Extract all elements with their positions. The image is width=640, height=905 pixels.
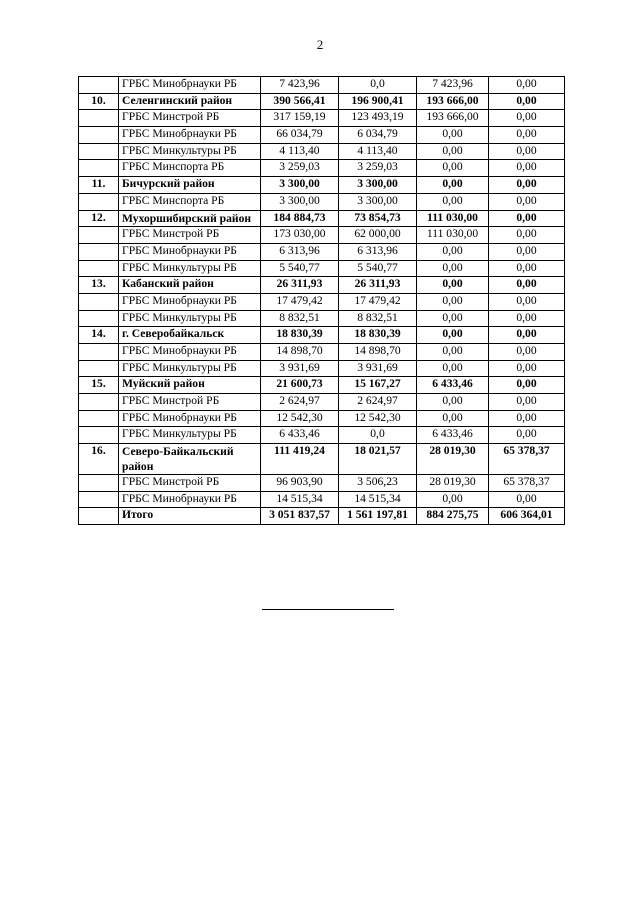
year3-cell: 0,00 bbox=[489, 327, 565, 344]
table-row bbox=[79, 127, 565, 144]
row-name-cell: Селенгинский район bbox=[119, 93, 261, 110]
table-row bbox=[79, 394, 565, 411]
year3-cell: 0,00 bbox=[489, 491, 565, 508]
year1-cell: 0,0 bbox=[339, 427, 417, 444]
budget-table-body bbox=[79, 77, 565, 525]
year1-cell: 18 021,57 bbox=[339, 444, 417, 475]
row-name-cell: Бичурский район bbox=[119, 177, 261, 194]
total-cell: 6 313,96 bbox=[261, 243, 339, 260]
total-cell: 317 159,19 bbox=[261, 110, 339, 127]
year3-cell: 0,00 bbox=[489, 227, 565, 244]
year2-cell: 0,00 bbox=[417, 410, 489, 427]
table-row bbox=[79, 110, 565, 127]
year2-cell: 0,00 bbox=[417, 277, 489, 294]
total-cell: 2 624,97 bbox=[261, 394, 339, 411]
row-number-cell: 16. bbox=[79, 444, 119, 475]
year1-cell: 6 313,96 bbox=[339, 243, 417, 260]
row-name-cell: ГРБС Минкультуры РБ bbox=[119, 143, 261, 160]
table-row bbox=[79, 277, 565, 294]
table-row bbox=[79, 360, 565, 377]
row-number-cell bbox=[79, 474, 119, 491]
year1-cell: 6 034,79 bbox=[339, 127, 417, 144]
year2-cell: 193 666,00 bbox=[417, 93, 489, 110]
year2-cell: 7 423,96 bbox=[417, 77, 489, 94]
year3-cell: 0,00 bbox=[489, 177, 565, 194]
year3-cell: 65 378,37 bbox=[489, 444, 565, 475]
total-cell: 17 479,42 bbox=[261, 293, 339, 310]
row-number-cell bbox=[79, 127, 119, 144]
row-name-cell: Северо-Байкальский район bbox=[119, 444, 261, 475]
year1-cell: 3 300,00 bbox=[339, 177, 417, 194]
year1-cell: 2 624,97 bbox=[339, 394, 417, 411]
total-cell: 18 830,39 bbox=[261, 327, 339, 344]
row-name-cell: ГРБС Минобрнауки РБ bbox=[119, 293, 261, 310]
table-row bbox=[79, 344, 565, 361]
year1-cell: 73 854,73 bbox=[339, 210, 417, 227]
total-cell: 66 034,79 bbox=[261, 127, 339, 144]
year2-cell: 0,00 bbox=[417, 344, 489, 361]
year2-cell: 111 030,00 bbox=[417, 210, 489, 227]
table-row bbox=[79, 77, 565, 94]
row-name-cell: ГРБС Минобрнауки РБ bbox=[119, 77, 261, 94]
year1-cell: 15 167,27 bbox=[339, 377, 417, 394]
year1-cell: 14 515,34 bbox=[339, 491, 417, 508]
table-row bbox=[79, 410, 565, 427]
total-cell: 4 113,40 bbox=[261, 143, 339, 160]
year2-cell: 884 275,75 bbox=[417, 508, 489, 525]
year3-cell: 0,00 bbox=[489, 243, 565, 260]
year3-cell: 0,00 bbox=[489, 277, 565, 294]
row-number-cell bbox=[79, 360, 119, 377]
year1-cell: 12 542,30 bbox=[339, 410, 417, 427]
table-row bbox=[79, 227, 565, 244]
row-number-cell bbox=[79, 344, 119, 361]
year3-cell: 0,00 bbox=[489, 143, 565, 160]
total-cell: 390 566,41 bbox=[261, 93, 339, 110]
row-name-cell: ГРБС Минстрой РБ bbox=[119, 474, 261, 491]
table-row bbox=[79, 93, 565, 110]
row-name-cell: г. Северобайкальск bbox=[119, 327, 261, 344]
year3-cell: 0,00 bbox=[489, 394, 565, 411]
year2-cell: 0,00 bbox=[417, 394, 489, 411]
year2-cell: 28 019,30 bbox=[417, 474, 489, 491]
year3-cell: 0,00 bbox=[489, 127, 565, 144]
year2-cell: 0,00 bbox=[417, 127, 489, 144]
year2-cell: 0,00 bbox=[417, 293, 489, 310]
table-row bbox=[79, 210, 565, 227]
row-name-cell: ГРБС Минстрой РБ bbox=[119, 110, 261, 127]
year2-cell: 0,00 bbox=[417, 160, 489, 177]
year1-cell: 17 479,42 bbox=[339, 293, 417, 310]
total-cell: 184 884,73 bbox=[261, 210, 339, 227]
table-row bbox=[79, 243, 565, 260]
total-cell: 96 903,90 bbox=[261, 474, 339, 491]
row-number-cell bbox=[79, 243, 119, 260]
year3-cell: 0,00 bbox=[489, 210, 565, 227]
year1-cell: 196 900,41 bbox=[339, 93, 417, 110]
row-number-cell bbox=[79, 143, 119, 160]
year1-cell: 3 300,00 bbox=[339, 193, 417, 210]
year1-cell: 3 259,03 bbox=[339, 160, 417, 177]
row-number-cell bbox=[79, 293, 119, 310]
year1-cell: 1 561 197,81 bbox=[339, 508, 417, 525]
year3-cell: 0,00 bbox=[489, 360, 565, 377]
year2-cell: 6 433,46 bbox=[417, 427, 489, 444]
table-row bbox=[79, 260, 565, 277]
year3-cell: 0,00 bbox=[489, 193, 565, 210]
year3-cell: 0,00 bbox=[489, 293, 565, 310]
row-number-cell: 14. bbox=[79, 327, 119, 344]
row-number-cell bbox=[79, 227, 119, 244]
total-cell: 3 259,03 bbox=[261, 160, 339, 177]
row-number-cell bbox=[79, 77, 119, 94]
year2-cell: 0,00 bbox=[417, 143, 489, 160]
row-number-cell bbox=[79, 491, 119, 508]
year1-cell: 3 506,23 bbox=[339, 474, 417, 491]
total-cell: 3 300,00 bbox=[261, 193, 339, 210]
total-cell: 6 433,46 bbox=[261, 427, 339, 444]
year2-cell: 6 433,46 bbox=[417, 377, 489, 394]
total-cell: 8 832,51 bbox=[261, 310, 339, 327]
total-cell: 14 898,70 bbox=[261, 344, 339, 361]
year3-cell: 606 364,01 bbox=[489, 508, 565, 525]
total-cell: 14 515,34 bbox=[261, 491, 339, 508]
row-number-cell bbox=[79, 193, 119, 210]
year2-cell: 0,00 bbox=[417, 260, 489, 277]
year2-cell: 0,00 bbox=[417, 327, 489, 344]
year1-cell: 0,0 bbox=[339, 77, 417, 94]
row-number-cell: 12. bbox=[79, 210, 119, 227]
table-row bbox=[79, 193, 565, 210]
table-row bbox=[79, 293, 565, 310]
year3-cell: 0,00 bbox=[489, 410, 565, 427]
year1-cell: 18 830,39 bbox=[339, 327, 417, 344]
year3-cell: 0,00 bbox=[489, 377, 565, 394]
year3-cell: 0,00 bbox=[489, 77, 565, 94]
row-name-cell: ГРБС Минобрнауки РБ bbox=[119, 410, 261, 427]
year2-cell: 0,00 bbox=[417, 243, 489, 260]
year1-cell: 26 311,93 bbox=[339, 277, 417, 294]
row-name-cell: ГРБС Минспорта РБ bbox=[119, 160, 261, 177]
year3-cell: 0,00 bbox=[489, 93, 565, 110]
year2-cell: 0,00 bbox=[417, 491, 489, 508]
year1-cell: 62 000,00 bbox=[339, 227, 417, 244]
year3-cell: 0,00 bbox=[489, 160, 565, 177]
total-cell: 111 419,24 bbox=[261, 444, 339, 475]
year2-cell: 193 666,00 bbox=[417, 110, 489, 127]
row-number-cell: 10. bbox=[79, 93, 119, 110]
year3-cell: 65 378,37 bbox=[489, 474, 565, 491]
total-cell: 5 540,77 bbox=[261, 260, 339, 277]
year2-cell: 0,00 bbox=[417, 177, 489, 194]
row-name-cell: ГРБС Минобрнауки РБ bbox=[119, 344, 261, 361]
year1-cell: 5 540,77 bbox=[339, 260, 417, 277]
year2-cell: 0,00 bbox=[417, 310, 489, 327]
year2-cell: 0,00 bbox=[417, 193, 489, 210]
row-name-cell: Итого bbox=[119, 508, 261, 525]
row-number-cell: 13. bbox=[79, 277, 119, 294]
budget-table bbox=[78, 76, 565, 525]
table-row bbox=[79, 474, 565, 491]
year1-cell: 8 832,51 bbox=[339, 310, 417, 327]
row-number-cell: 11. bbox=[79, 177, 119, 194]
row-number-cell: 15. bbox=[79, 377, 119, 394]
row-name-cell: Муйский район bbox=[119, 377, 261, 394]
row-number-cell bbox=[79, 260, 119, 277]
table-row bbox=[79, 310, 565, 327]
row-number-cell bbox=[79, 410, 119, 427]
row-name-cell: ГРБС Минкультуры РБ bbox=[119, 427, 261, 444]
row-name-cell: ГРБС Минкультуры РБ bbox=[119, 360, 261, 377]
row-name-cell: ГРБС Минспорта РБ bbox=[119, 193, 261, 210]
row-name-cell: ГРБС Минстрой РБ bbox=[119, 394, 261, 411]
separator-line bbox=[262, 609, 394, 610]
total-cell: 7 423,96 bbox=[261, 77, 339, 94]
row-number-cell bbox=[79, 508, 119, 525]
table-row bbox=[79, 491, 565, 508]
table-row bbox=[79, 444, 565, 475]
year1-cell: 14 898,70 bbox=[339, 344, 417, 361]
table-row bbox=[79, 508, 565, 525]
year1-cell: 3 931,69 bbox=[339, 360, 417, 377]
row-number-cell bbox=[79, 160, 119, 177]
year3-cell: 0,00 bbox=[489, 344, 565, 361]
total-cell: 26 311,93 bbox=[261, 277, 339, 294]
page-number: 2 bbox=[316, 37, 324, 52]
table-row bbox=[79, 327, 565, 344]
year3-cell: 0,00 bbox=[489, 310, 565, 327]
row-name-cell: ГРБС Минстрой РБ bbox=[119, 227, 261, 244]
year3-cell: 0,00 bbox=[489, 427, 565, 444]
total-cell: 3 931,69 bbox=[261, 360, 339, 377]
total-cell: 12 542,30 bbox=[261, 410, 339, 427]
row-name-cell: ГРБС Минкультуры РБ bbox=[119, 260, 261, 277]
row-number-cell bbox=[79, 310, 119, 327]
table-row bbox=[79, 377, 565, 394]
table-row bbox=[79, 427, 565, 444]
total-cell: 21 600,73 bbox=[261, 377, 339, 394]
year2-cell: 111 030,00 bbox=[417, 227, 489, 244]
row-number-cell bbox=[79, 110, 119, 127]
year1-cell: 123 493,19 bbox=[339, 110, 417, 127]
row-name-cell: ГРБС Минобрнауки РБ bbox=[119, 243, 261, 260]
year1-cell: 4 113,40 bbox=[339, 143, 417, 160]
total-cell: 173 030,00 bbox=[261, 227, 339, 244]
year3-cell: 0,00 bbox=[489, 110, 565, 127]
year3-cell: 0,00 bbox=[489, 260, 565, 277]
row-number-cell bbox=[79, 394, 119, 411]
row-name-cell: ГРБС Минобрнауки РБ bbox=[119, 127, 261, 144]
row-name-cell: ГРБС Минобрнауки РБ bbox=[119, 491, 261, 508]
year2-cell: 28 019,30 bbox=[417, 444, 489, 475]
year2-cell: 0,00 bbox=[417, 360, 489, 377]
row-name-cell: Мухоршибирский район bbox=[119, 210, 261, 227]
table-row bbox=[79, 143, 565, 160]
table-row bbox=[79, 177, 565, 194]
total-cell: 3 051 837,57 bbox=[261, 508, 339, 525]
table-row bbox=[79, 160, 565, 177]
row-number-cell bbox=[79, 427, 119, 444]
total-cell: 3 300,00 bbox=[261, 177, 339, 194]
row-name-cell: ГРБС Минкультуры РБ bbox=[119, 310, 261, 327]
row-name-cell: Кабанский район bbox=[119, 277, 261, 294]
